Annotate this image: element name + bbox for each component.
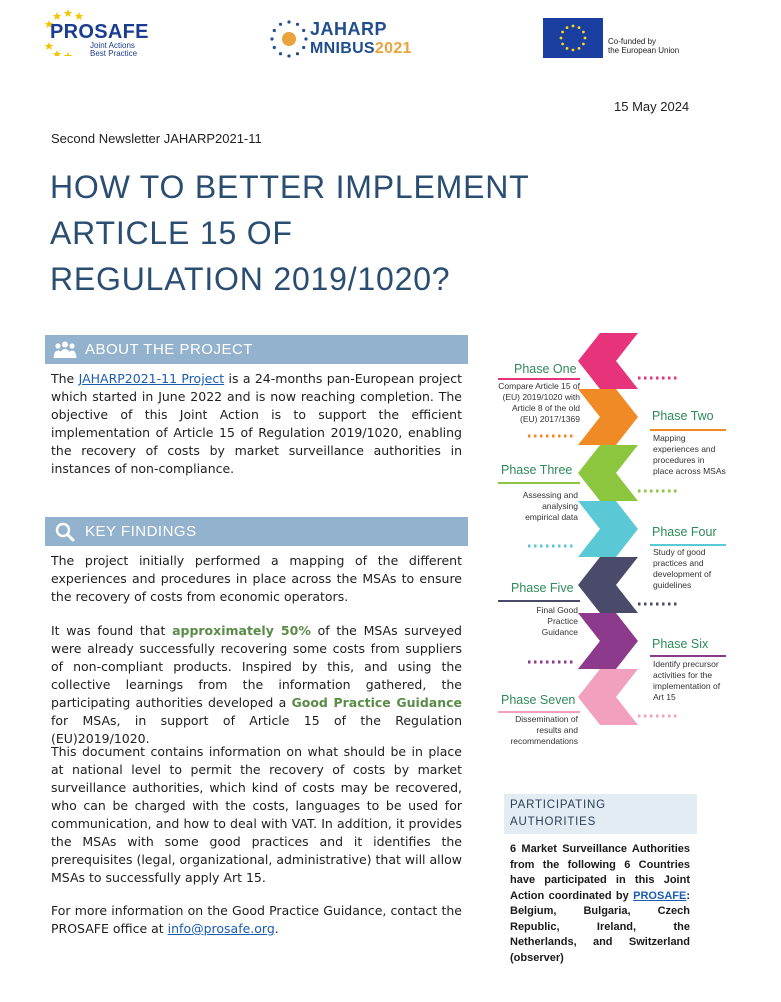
jaharp-wordmark: JAHARP (310, 19, 388, 39)
phase-seven-underline (498, 711, 580, 713)
page-title: HOW TO BETTER IMPLEMENT ARTICLE 15 OF REGULATION 2019/1020? (50, 169, 530, 297)
prosafe-logo (44, 8, 149, 58)
phase-one-title: Phase One (514, 362, 577, 376)
publication-date: 15 May 2024 (614, 99, 690, 114)
phase-seven-title: Phase Seven (501, 693, 576, 707)
star-ring-icon (268, 18, 310, 60)
phase-six-desc: Identify precursor activities for the implementation of Art 15 (653, 659, 721, 702)
findings-paragraph-3: This document contains information on what should be in place at national level to permit the recovery of costs by market surveillance authorities, which kind of costs may be recovered, who can be charged with the costs, languages to be used for communication, and how to deal with VAT. In addition, it provides the MSAs with some good practices and it identifies the prerequisites (legal, organizational, administrative) that will allow MSAs to successfully apply Art 15. (51, 744, 462, 885)
prosafe-link[interactable]: PROSAFE (633, 889, 687, 902)
phase-four-title: Phase Four (652, 525, 717, 539)
eu-flag-icon (543, 18, 603, 58)
prosafe-wordmark: PROSAFE (50, 21, 149, 43)
phases-infographic (488, 330, 738, 750)
phase-two-desc: Mapping experiences and procedures in place across MSAs (653, 433, 726, 476)
findings-paragraph-2: It was found that approximately 50% of the MSAs surveyed were already successfully recovering some costs from suppliers of non-compliant products. Inspired by this, and using the collective learnings from the information gathered, the participating authorities developed a Good Practice Guidance for MSAs, in support of Article 15 of the Regulation (EU)2019/1020. (51, 623, 462, 746)
eu-cofunded-label: Co-funded by the European Union (608, 37, 680, 55)
people-icon (53, 339, 77, 361)
search-icon (53, 521, 77, 543)
findings-heading: KEY FINDINGS (85, 523, 197, 540)
phase-three-underline (498, 482, 580, 484)
prosafe-subtitle: Joint Actions Best Practice (90, 41, 138, 58)
phase-four-underline (650, 544, 726, 546)
phase-three-desc: Assessing and analysing empirical data (522, 490, 578, 522)
newsletter-label: Second Newsletter JAHARP2021-11 (51, 131, 262, 146)
phase-seven-segment (578, 669, 638, 725)
phase-one-underline (498, 378, 580, 380)
phase-one-desc: Compare Article 15 of (EU) 2019/1020 with Article 8 of the old (EU) 2017/1369 (498, 381, 580, 424)
phase-four-segment (578, 501, 638, 557)
jaharp-logo (268, 16, 418, 62)
phase-one-segment (578, 333, 638, 389)
project-link[interactable]: JAHARP2021-11 Project (78, 371, 225, 386)
jaharp-subtitle: MNIBUS2021 (310, 40, 412, 57)
phase-two-segment (578, 389, 638, 445)
phase-five-underline (498, 600, 580, 602)
phase-seven-desc: Dissemination of results and recommendations (510, 714, 578, 746)
phase-five-segment (578, 557, 638, 613)
findings-paragraph-1: The project initially performed a mapping of the different experiences and procedures in place across the MSAs to ensure the recovery of costs from economic operators. (51, 553, 462, 604)
participating-header (504, 794, 697, 834)
findings-section-header (45, 517, 468, 546)
phase-three-title: Phase Three (501, 463, 573, 477)
phase-six-underline (650, 655, 726, 657)
about-paragraph: The JAHARP2021-11 Project is a 24-months pan-European project which started in June 2022 and is now reaching completion. The objective of this Joint Action is to support the efficient implementation of Article 15 of Regulation 2019/1020, enabling the recovery of costs by market surveillance authorities in instances of non-compliance. (51, 371, 462, 476)
about-heading: ABOUT THE PROJECT (85, 341, 253, 358)
phase-six-segment (578, 613, 638, 669)
phase-four-desc: Study of good practices and development of guidelines (653, 547, 712, 590)
participating-text: 6 Market Surveillance Authorities from the following 6 Countries have participated in this Joint Action coordinated by PROSAFE: Belgium, Bulgaria, Czech Republic, Ireland, the Netherlands, and Switzerland (observer) (510, 843, 690, 964)
phase-five-title: Phase Five (511, 581, 574, 595)
participating-heading: PARTICIPATING AUTHORITIES (510, 799, 606, 828)
phase-two-underline (650, 429, 726, 431)
findings-paragraph-4: For more information on the Good Practice Guidance, contact the PROSAFE office at info@prosafe.org. (51, 903, 462, 936)
phase-six-title: Phase Six (652, 637, 709, 651)
email-link[interactable]: info@prosafe.org (167, 921, 275, 936)
phase-five-desc: Final Good Practice Guidance (536, 605, 578, 637)
phase-three-segment (578, 445, 638, 501)
phase-two-title: Phase Two (652, 409, 714, 423)
about-section-header (45, 335, 468, 364)
